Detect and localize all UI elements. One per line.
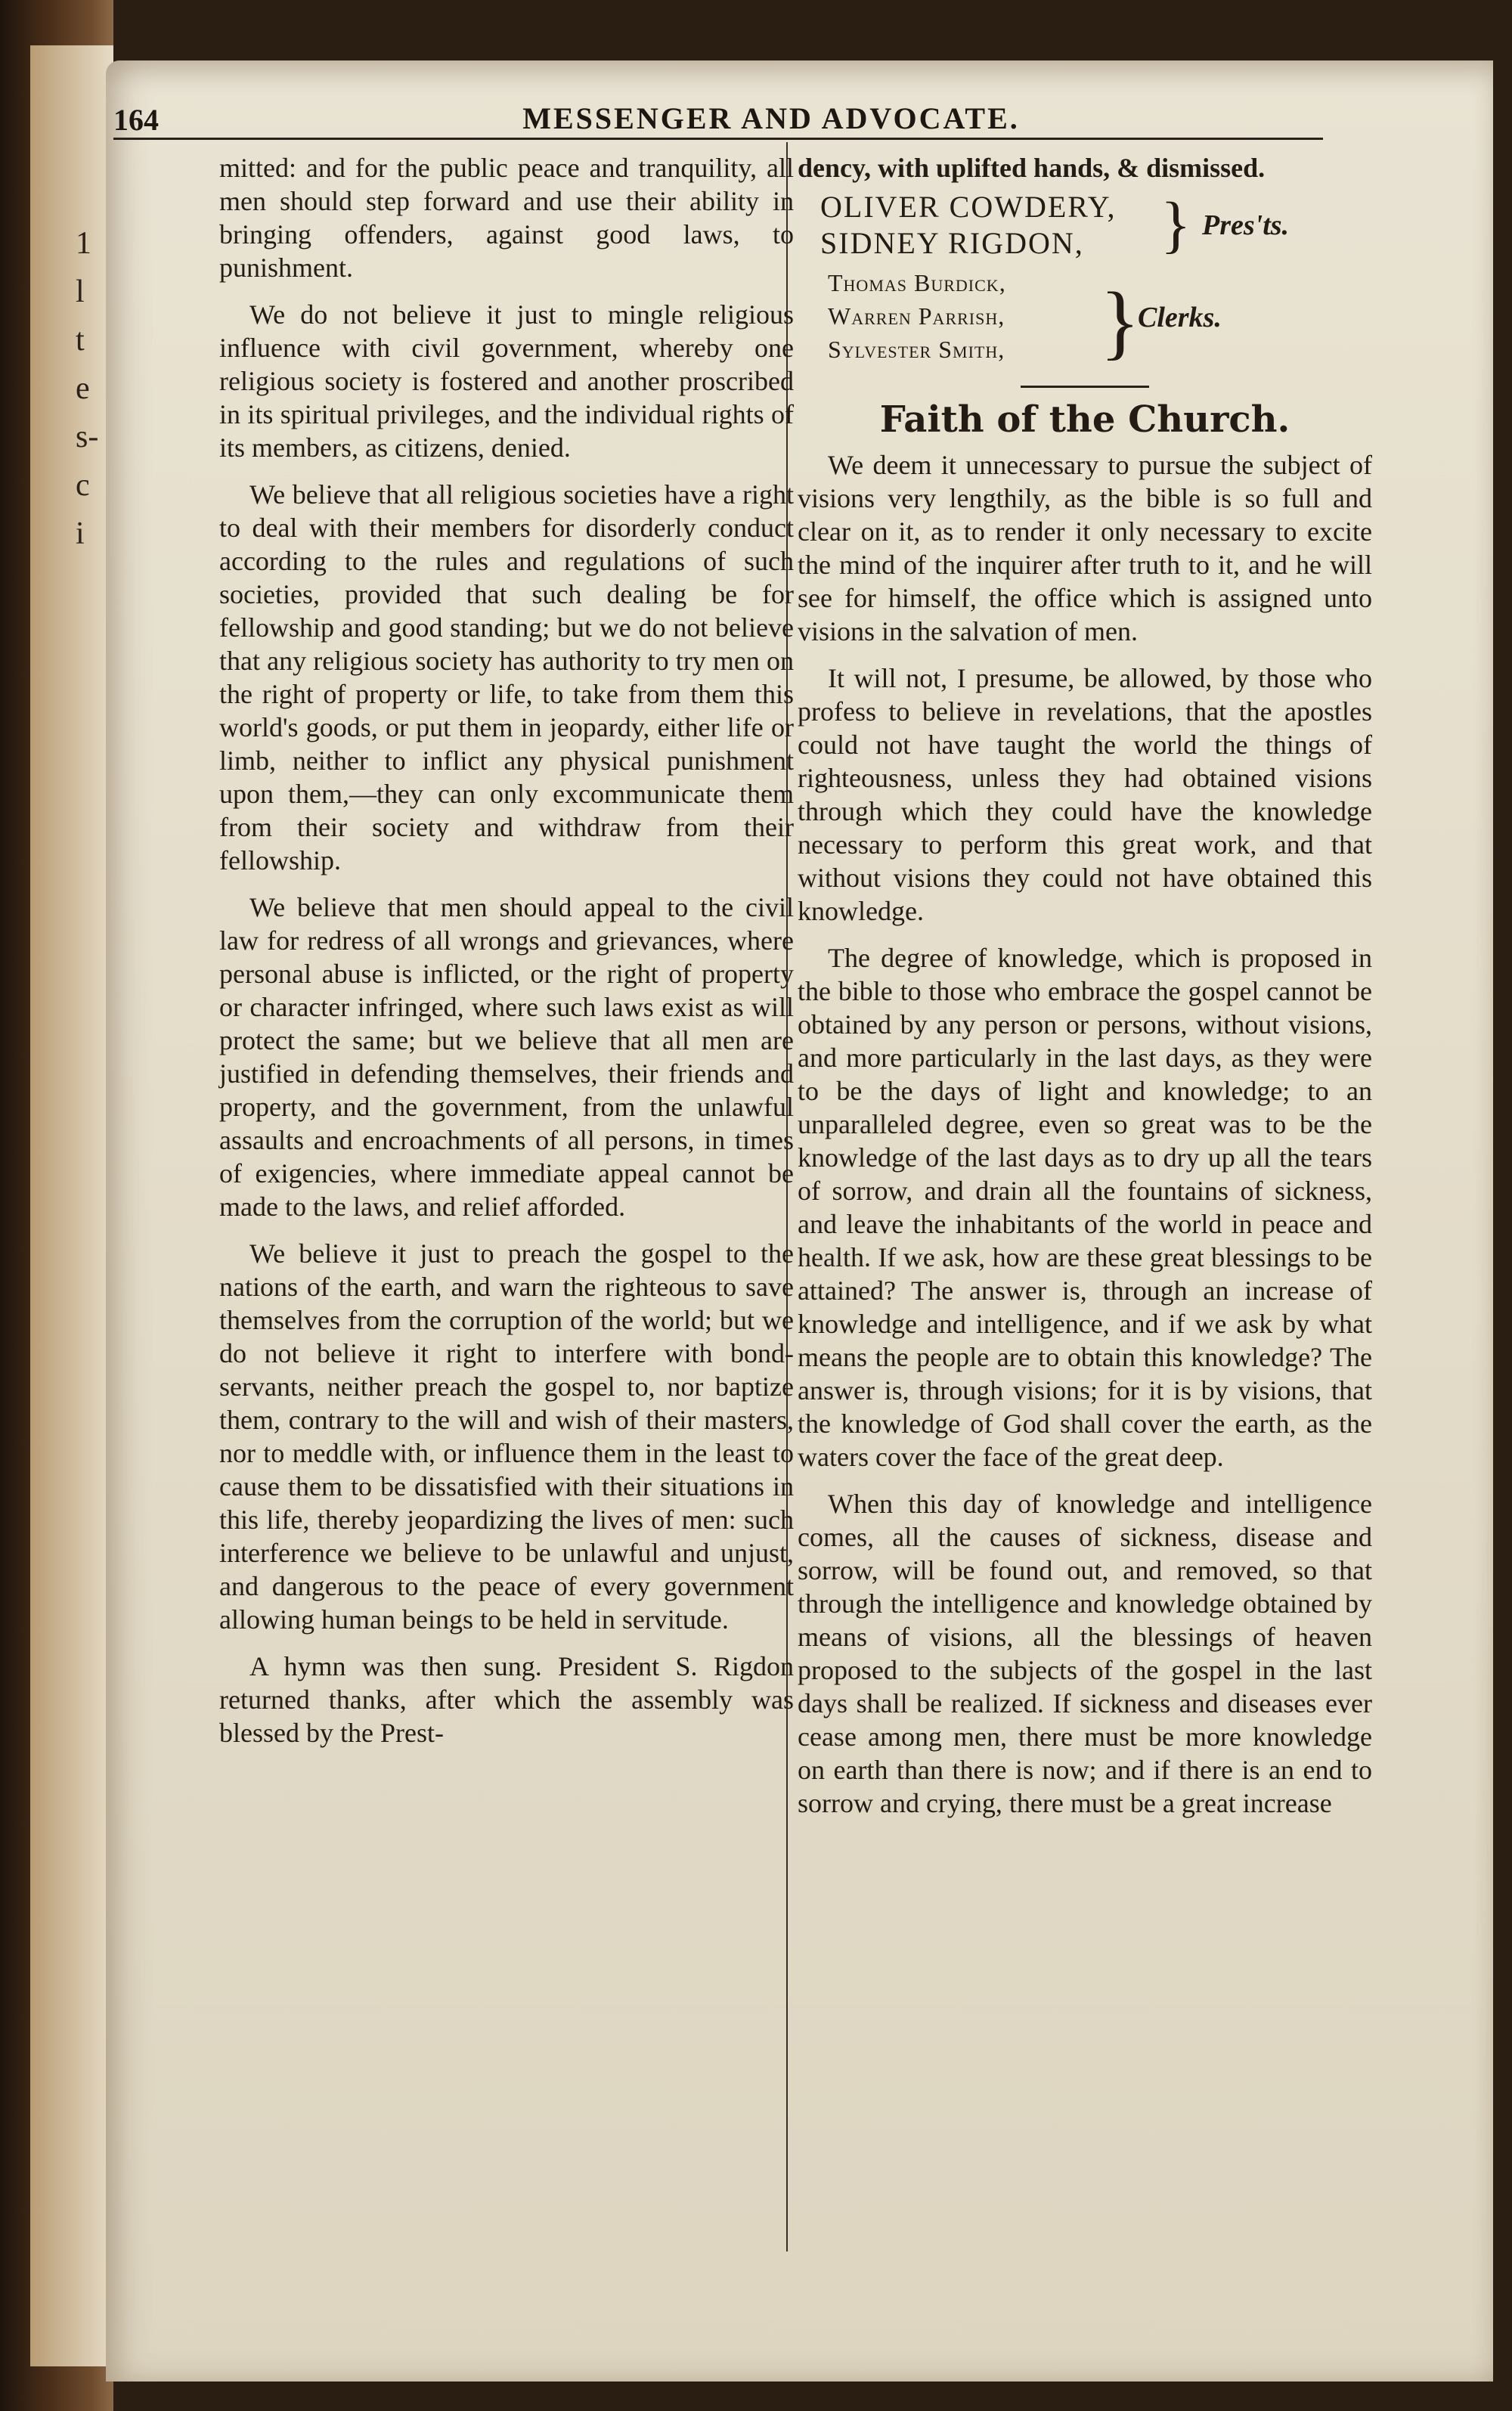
presidents-brace: } <box>1160 190 1191 260</box>
president-name: OLIVER COWDERY, <box>820 190 1117 224</box>
left-column <box>219 151 794 1763</box>
section-rule <box>1021 386 1149 388</box>
edge-letter: i <box>76 516 85 551</box>
paragraph: It will not, I presume, be allowed, by those who profess to believe in revelations, that the apostles could not have taught the world the things of righteousness, unless they had obtained visions through which they could have the knowledge necessary to perform this great work, and that without visions they could not have obtained this knowledge. <box>798 663 1372 926</box>
paragraph: We believe that men should appeal to the civil law for redress of all wrongs and grievances, where personal abuse is inflicted, or the right of property or character infringed, where such laws exist as will protect the same; but we believe that all men are justified in defending themselves, their friends and property, and the government, from the unlawful assaults and encroachments of all persons, in times of exigencies, where immediate appeal cannot be made to the laws, and relief afforded. <box>219 892 794 1222</box>
page-number: 164 <box>113 103 159 137</box>
paragraph: mitted: and for the public peace and tranquility, all men should step forward and use their ability in bringing offenders, against good laws, to punishment. <box>219 153 794 283</box>
paragraph: When this day of knowledge and intelligence comes, all the causes of sickness, disease and sorrow, will be found out, and removed, so that through the intelligence and knowledge obtained by means of visions, all the blessings of heaven proposed to the subjects of the gospel in the last days shall be realized. If sickness and diseases ever cease among men, there must be more knowledge on earth than there is now; and if there is an end to sorrow and crying, there must be a great increase <box>798 1489 1372 1818</box>
edge-letter: t <box>76 323 85 358</box>
edge-letter: e <box>76 371 90 406</box>
edge-letter: 1 <box>76 226 91 261</box>
previous-page-letters <box>76 219 106 558</box>
clerk-name: Sylvester Smith, <box>828 336 1005 363</box>
paragraph: The degree of knowledge, which is proposed in the bible to those who embrace the gospel cannot be obtained by any person or persons, without visions, and more particularly in the last days, as they were to be the days of light and knowledge; to an unparalleled degree, even so great was to be the knowledge of the last days as to dry up all the tears of sorrow, and drain all the fountains of sickness, and leave the inhabitants of the world in peace and health. If we ask, how are these great blessings to be attained? The answer is, through an increase of knowledge and intelligence, and if we ask by what means the people are to obtain this knowledge? The answer is, through visions; for it is by visions, that the knowledge of God shall cover the earth, as the waters cover the face of the great deep. <box>798 943 1372 1472</box>
paragraph: A hymn was then sung. President S. Rigdon returned thanks, after which the assembly was blessed by the Prest- <box>219 1651 794 1748</box>
clerk-name: Thomas Burdick, <box>828 269 1006 296</box>
running-title: MESSENGER AND ADVOCATE. <box>522 101 1020 135</box>
paragraph: We do not believe it just to mingle religious influence with civil government, whereby one religious society is fostered and another proscribed in its spiritual privileges, and the individual rights of its members, as citizens, denied. <box>219 299 794 463</box>
paragraph: We deem it unnecessary to pursue the subject of visions very lengthily, as the bible is so full and clear on it, as to render it only necessary to excite the mind of the inquirer after truth to it, and he will see for himself, the office which is assigned unto visions in the salvation of men. <box>798 450 1372 646</box>
right-column <box>798 151 1372 1833</box>
clerks-signature-block <box>798 266 1372 372</box>
clerk-name: Warren Parrish, <box>828 302 1005 330</box>
continuation-line: dency, with uplifted hands, & dismissed. <box>798 153 1266 183</box>
presidents-signature-block <box>798 191 1372 266</box>
president-name: SIDNEY RIGDON, <box>820 226 1084 260</box>
edge-letter: c <box>76 468 90 503</box>
edge-letter: s- <box>76 420 99 454</box>
paragraph: We believe that all religious societies have a right to deal with their members for disorderly conduct according to the rules and regulations of such societies, provided that such dealing be for fellowship and good standing; but we do not believe that any religious society has authority to try men on the right of property or life, to take from them this world's goods, or put them in jeopardy, either life or limb, neither to inflict any physical punishment upon them,—they can only excommunicate them from their society and withdraw from their fellowship. <box>219 479 794 875</box>
header-rule <box>113 138 1323 140</box>
clerks-role: Clerks. <box>1138 302 1222 333</box>
paragraph: We believe it just to preach the gospel to the nations of the earth, and warn the righteous to save themselves from the corruption of the world; but we do not believe it right to interfere with bond-servants, neither preach the gospel to, nor baptize them, contrary to the will and wish of their masters, nor to meddle with, or influence them in the least to cause them to be dissatisfied with their situations in this life, thereby jeopardizing the lives of men: such interference we believe to be unlawful and unjust, and dangerous to the peace of every government allowing human beings to be held in servitude. <box>219 1238 794 1635</box>
clerks-brace: } <box>1100 275 1140 367</box>
edge-letter: l <box>76 274 85 309</box>
section-title: Faith of the Church. <box>879 398 1290 441</box>
presidents-role: Pres'ts. <box>1202 209 1290 241</box>
